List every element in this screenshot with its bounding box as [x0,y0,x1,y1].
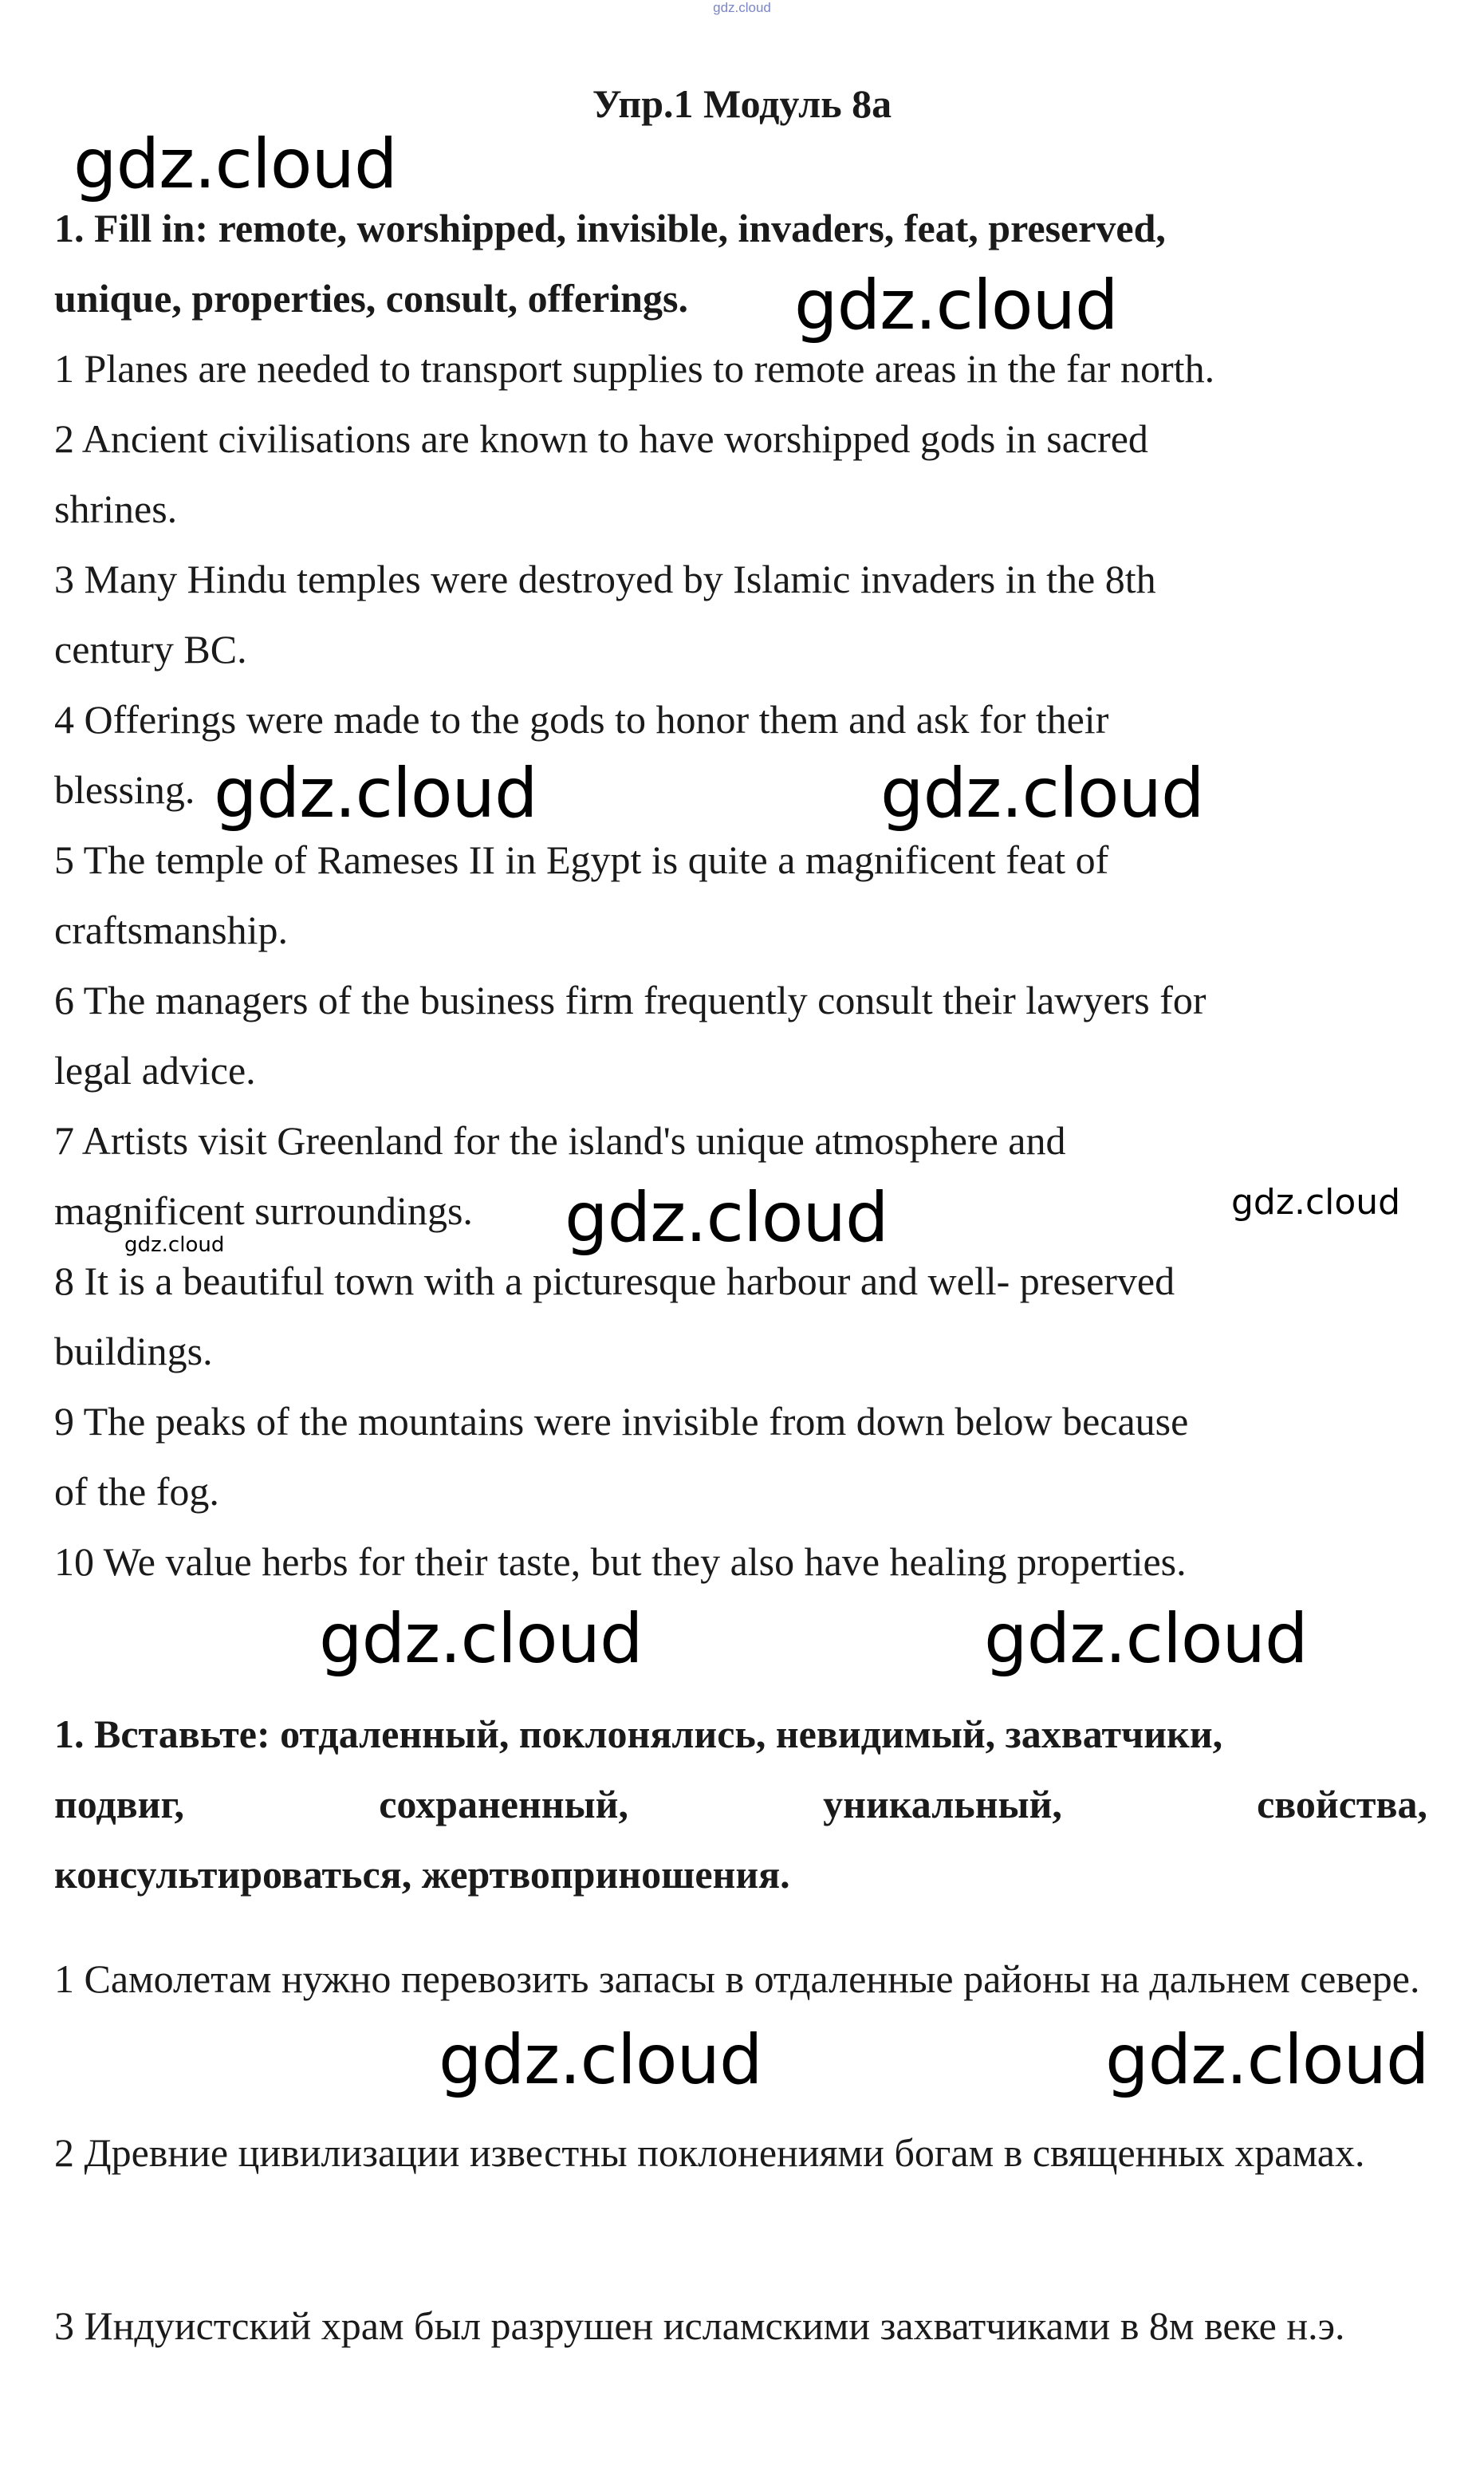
russian-instruction-line-3: консультироваться, жертвоприношения. [54,1852,790,1897]
russian-item-1: 1 Самолетам нужно перевозить запасы в отдаленные районы на дальнем севере. [54,1956,1420,2001]
english-exercise [54,193,1427,1597]
english-line: magnificent surroundings. [54,1188,473,1233]
russian-instruction-line-1: 1. Вставьте: отдаленный, поклонялись, невидимый, захватчики, [54,1712,1223,1756]
watermark-text: gdz.cloud [794,266,1118,345]
english-instruction-line-2: unique, properties, consult, offerings. [54,276,688,321]
russian-instruction [54,1699,1427,1909]
watermark-text: gdz.cloud [984,1599,1308,1679]
english-line: 8 It is a beautiful town with a picturesque harbour and well- preserved [54,1259,1175,1303]
watermark-text: gdz.cloud [124,1233,225,1257]
english-line: 10 We value herbs for their taste, but they also have healing properties. [54,1539,1187,1584]
english-line: of the fog. [54,1469,219,1514]
english-line: buildings. [54,1329,213,1373]
english-line: 7 Artists visit Greenland for the island's unique atmosphere and [54,1118,1066,1163]
english-line: 2 Ancient civilisations are known to have worshipped gods in sacred [54,416,1148,461]
watermark-text: gdz.cloud [319,1599,643,1679]
top-watermark: gdz.cloud [713,0,771,15]
watermark-text: gdz.cloud [880,754,1204,833]
english-line: 5 The temple of Rameses II in Egypt is quite a magnificent feat of [54,837,1109,882]
watermark-text: gdz.cloud [1231,1182,1401,1223]
english-line: legal advice. [54,1048,256,1093]
english-line: 1 Planes are needed to transport supplies to remote areas in the far north. [54,346,1215,391]
english-line: 3 Many Hindu temples were destroyed by Islamic invaders in the 8th [54,557,1156,601]
watermark-text: gdz.cloud [214,754,537,833]
english-line: 4 Offerings were made to the gods to honor them and ask for their [54,697,1109,742]
watermark-text: gdz.cloud [73,124,397,204]
russian-instruction-line-2: подвиг, сохраненный, уникальный, свойства, [54,1782,1427,1826]
english-line: 6 The managers of the business firm frequently consult their lawyers for [54,978,1206,1022]
english-line: 9 The peaks of the mountains were invisible from down below because [54,1399,1189,1444]
english-line: craftsmanship. [54,908,288,952]
english-instruction-line-1: 1. Fill in: remote, worshipped, invisible, invaders, feat, preserved, [54,206,1166,250]
watermark-text: gdz.cloud [1105,2020,1429,2100]
english-line: blessing. [54,767,195,812]
russian-item-3: 3 Индуистский храм был разрушен исламскими захватчиками в 8м веке н.э. [54,2303,1345,2348]
english-line: century BC. [54,627,247,672]
watermark-text: gdz.cloud [565,1178,888,1258]
watermark-text: gdz.cloud [439,2020,762,2100]
english-line: shrines. [54,487,178,531]
russian-item-2: 2 Древние цивилизации известны поклонениями богам в священных храмах. [54,2130,1365,2175]
page-title: Упр.1 Модуль 8а [592,81,892,126]
